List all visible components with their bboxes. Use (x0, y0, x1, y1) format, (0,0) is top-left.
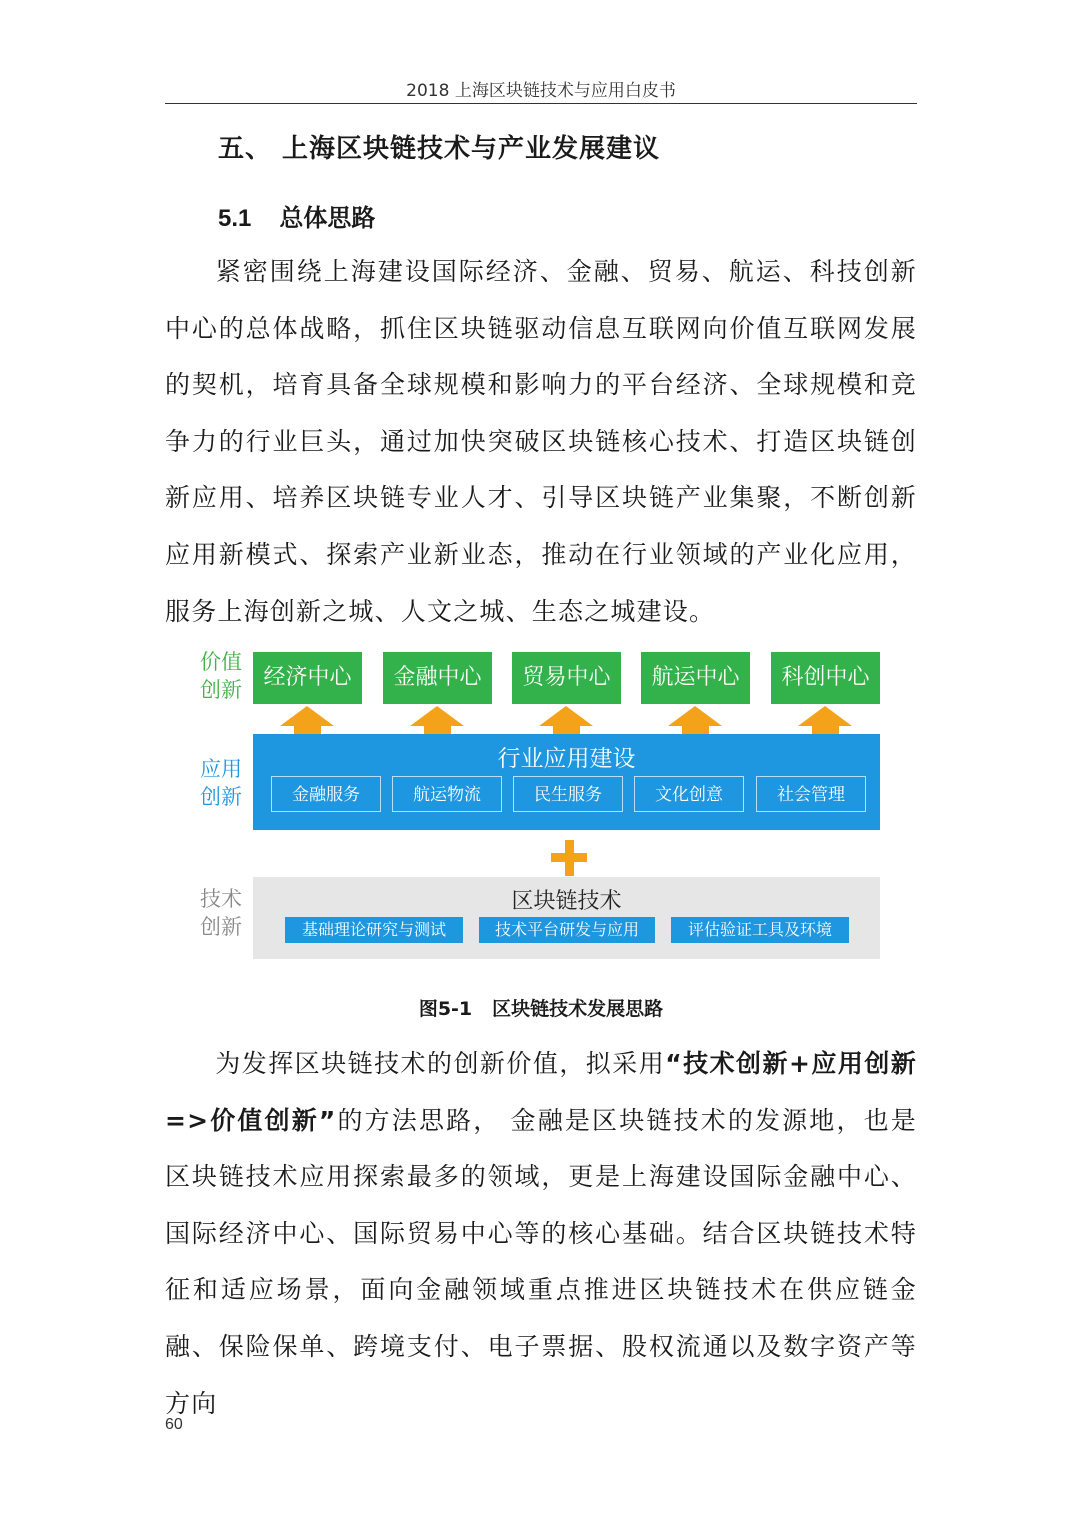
label-tech-line2: 创新 (200, 915, 242, 939)
paragraph-method-after: 的方法思路， 金融是区块链技术的发源地，也是区块链技术应用探索最多的领域，更是上海建设国际金融中心、国际经济中心、国际贸易中心等的核心基础。结合区块链技术特征和适应场景，面向金融领域重点推进区块链技术在供应链金融、保险保单、跨境支付、电子票据、股权流通以及数字资产等方向 (165, 1105, 917, 1418)
label-app-line1: 应用 (200, 757, 242, 781)
figure-title: 区块链技术发展思路 (492, 998, 664, 1020)
center-column (512, 652, 621, 704)
plus-icon (551, 840, 587, 876)
subsection-title: 总体思路 (279, 204, 376, 232)
up-arrow-icon (539, 706, 593, 726)
center-column (641, 652, 750, 704)
label-app-line2: 创新 (200, 785, 242, 809)
technology-band (253, 877, 880, 959)
up-arrow-icon (280, 706, 334, 726)
center-box-finance: 金融中心 (383, 652, 492, 704)
header-rule (165, 103, 917, 104)
center-box-trade: 贸易中心 (512, 652, 621, 704)
paragraph-method (165, 1036, 917, 1432)
technology-item: 技术平台研发与应用 (479, 917, 655, 943)
technology-items (285, 917, 849, 943)
subsection-heading (218, 198, 375, 233)
paragraph-method-before: 为发挥区块链技术的创新价值，拟采用 (215, 1049, 666, 1078)
application-band (253, 734, 880, 830)
application-item: 金融服务 (271, 776, 381, 812)
label-value-line1: 价值 (200, 650, 242, 674)
up-arrow-icon (798, 706, 852, 726)
label-tech-line1: 技术 (200, 887, 242, 911)
figure-number: 图5-1 (418, 998, 473, 1020)
paragraph-method-quote: “技术创新+应用创新=>价值创新” (165, 1049, 917, 1135)
technology-item: 评估验证工具及环境 (671, 917, 849, 943)
application-item: 社会管理 (756, 776, 866, 812)
figure-caption (165, 994, 917, 1021)
center-column (383, 652, 492, 704)
label-application-innovation (195, 755, 247, 811)
technology-item: 基础理论研究与测试 (285, 917, 463, 943)
application-items (271, 776, 869, 812)
page-number: 60 (165, 1416, 183, 1433)
label-value-innovation (195, 648, 247, 704)
centers-row-wrap (253, 640, 880, 734)
application-band-title: 行业应用建设 (497, 746, 636, 772)
center-box-sci-tech: 科创中心 (771, 652, 880, 704)
development-diagram (195, 640, 885, 962)
up-arrow-icon (410, 706, 464, 726)
centers-row (253, 652, 880, 704)
paragraph-overview-text: 紧密围绕上海建设国际经济、金融、贸易、航运、科技创新中心的总体战略，抓住区块链驱动信息互联网向价值互联网发展的契机，培育具备全球规模和影响力的平台经济、全球规模和竞争力的行业巨头，通过加快突破区块链核心技术、打造区块链创新应用、培养区块链专业人才、引导区块链产业集聚，不断创新应用新模式、探索产业新业态，推动在行业领域的产业化应用，服务上海创新之城、人文之城、生态之城建设。 (165, 257, 917, 626)
center-column (771, 652, 880, 704)
center-box-shipping: 航运中心 (641, 652, 750, 704)
subsection-number: 5.1 (218, 205, 252, 232)
label-technology-innovation (195, 885, 247, 941)
paragraph-overview (165, 244, 917, 640)
application-item: 民生服务 (513, 776, 623, 812)
running-header: 2018 上海区块链技术与应用白皮书 (406, 81, 676, 101)
section-heading: 五、 上海区块链技术与产业发展建议 (218, 134, 661, 164)
center-box-economy: 经济中心 (253, 652, 362, 704)
application-item: 航运物流 (392, 776, 502, 812)
center-column (253, 652, 362, 704)
up-arrow-icon (668, 706, 722, 726)
technology-band-title: 区块链技术 (511, 889, 622, 914)
label-value-line2: 创新 (200, 678, 242, 702)
application-item: 文化创意 (634, 776, 744, 812)
